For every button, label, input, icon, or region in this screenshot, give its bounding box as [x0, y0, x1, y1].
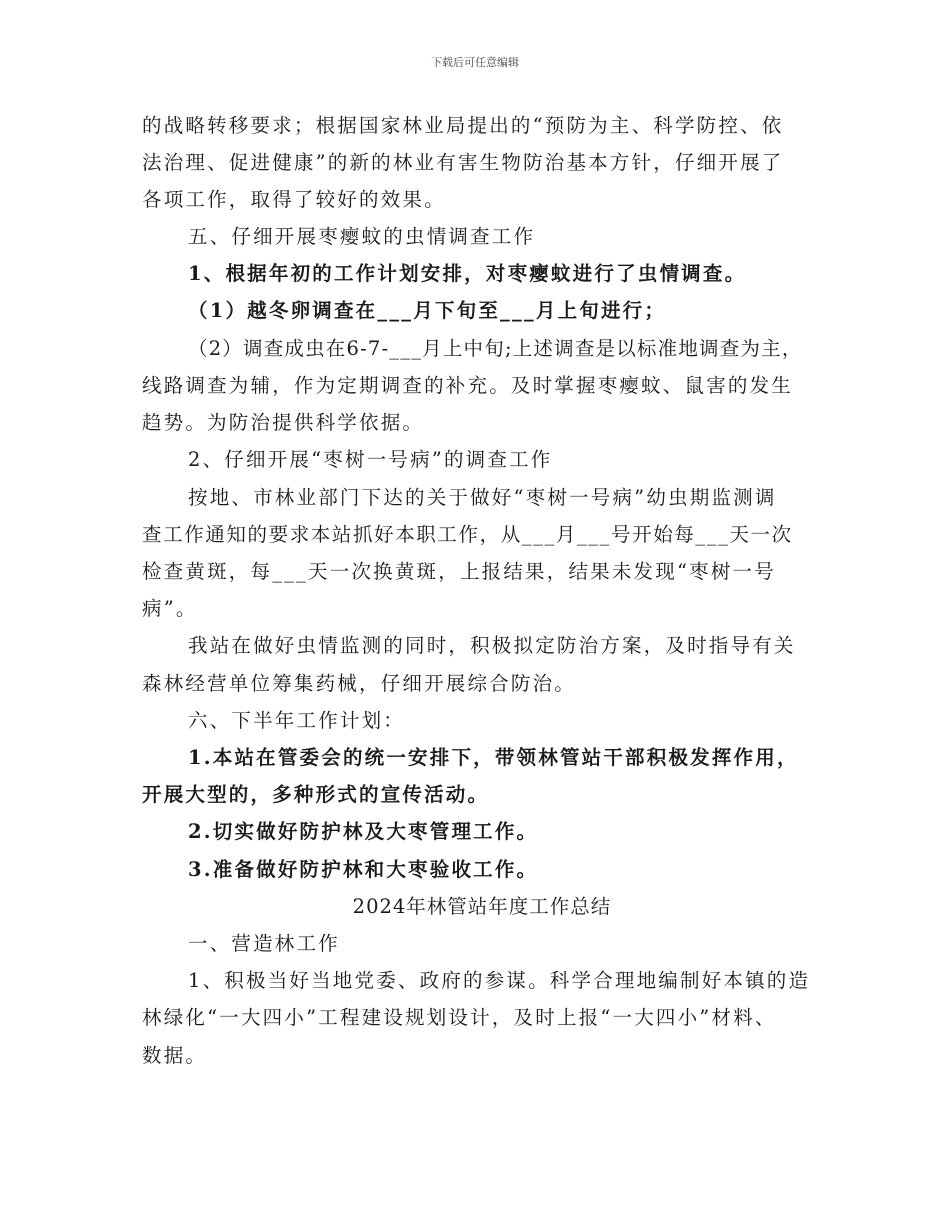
- plan-item: 开展大型的，多种形式的宣传活动。: [142, 783, 490, 806]
- paragraph-line: 数据。: [142, 1044, 208, 1067]
- paragraph-line: 林绿化“一大四小”工程建设规划设计，及时上报“一大四小”材料、: [142, 1006, 777, 1029]
- plan-item: 3.准备做好防护林和大枣验收工作。: [188, 858, 539, 881]
- subsection-heading: 1、根据年初的工作计划安排，对枣瘿蚊进行了虫情调查。: [188, 262, 747, 285]
- section-heading: 六、下半年工作计划：: [188, 709, 406, 732]
- plan-item: 1.本站在管委会的统一安排下，带领林管站干部积极发挥作用，: [188, 746, 799, 769]
- paragraph-line: 森林经营单位筹集药械，仔细开展综合防治。: [142, 672, 577, 695]
- paragraph-line: 检查黄斑，每___天一次换黄斑，上报结果，结果未发现“枣树一号: [142, 560, 776, 583]
- paragraph-line: 我站在做好虫情监测的同时，积极拟定防治方案，及时指导有关: [188, 634, 796, 657]
- paragraph-line: 法治理、促进健康”的新的林业有害生物防治基本方针，仔细开展了: [142, 151, 784, 174]
- paragraph-line: 按地、市林业部门下达的关于做好“枣树一号病”幼虫期监测调: [188, 486, 777, 509]
- subsection-heading: （1）越冬卵调查在___月下旬至___月上旬进行；: [188, 299, 667, 322]
- section-heading: 一、营造林工作: [188, 932, 340, 955]
- paragraph-line: 1、积极当好当地党委、政府的参谋。科学合理地编制好本镇的造: [188, 969, 811, 992]
- paragraph-line: 线路调查为辅，作为定期调查的补充。及时掌握枣瘿蚊、鼠害的发生: [142, 374, 794, 397]
- paragraph-line: （2）调查成虫在6-7-___月上中旬;上述调查是以标准地调查为主，: [188, 337, 803, 360]
- plan-item: 2.切实做好防护林及大枣管理工作。: [188, 820, 539, 843]
- paragraph-line: 的战略转移要求；根据国家林业局提出的“预防为主、科学防控、依: [142, 114, 784, 137]
- paragraph-line: 病”。: [142, 597, 198, 620]
- section-heading: 五、仔细开展枣瘿蚊的虫情调查工作: [188, 225, 536, 248]
- paragraph-line: 查工作通知的要求本站抓好本职工作，从___月___号开始每___天一次: [142, 523, 793, 546]
- page-header: 下载后可任意编辑: [431, 56, 519, 69]
- section-heading: 2、仔细开展“枣树一号病”的调查工作: [188, 448, 553, 471]
- paragraph-line: 趋势。为防治提供科学依据。: [142, 411, 425, 434]
- paragraph-line: 各项工作，取得了较好的效果。: [142, 188, 446, 211]
- document-title: 2024年林管站年度工作总结: [352, 895, 612, 918]
